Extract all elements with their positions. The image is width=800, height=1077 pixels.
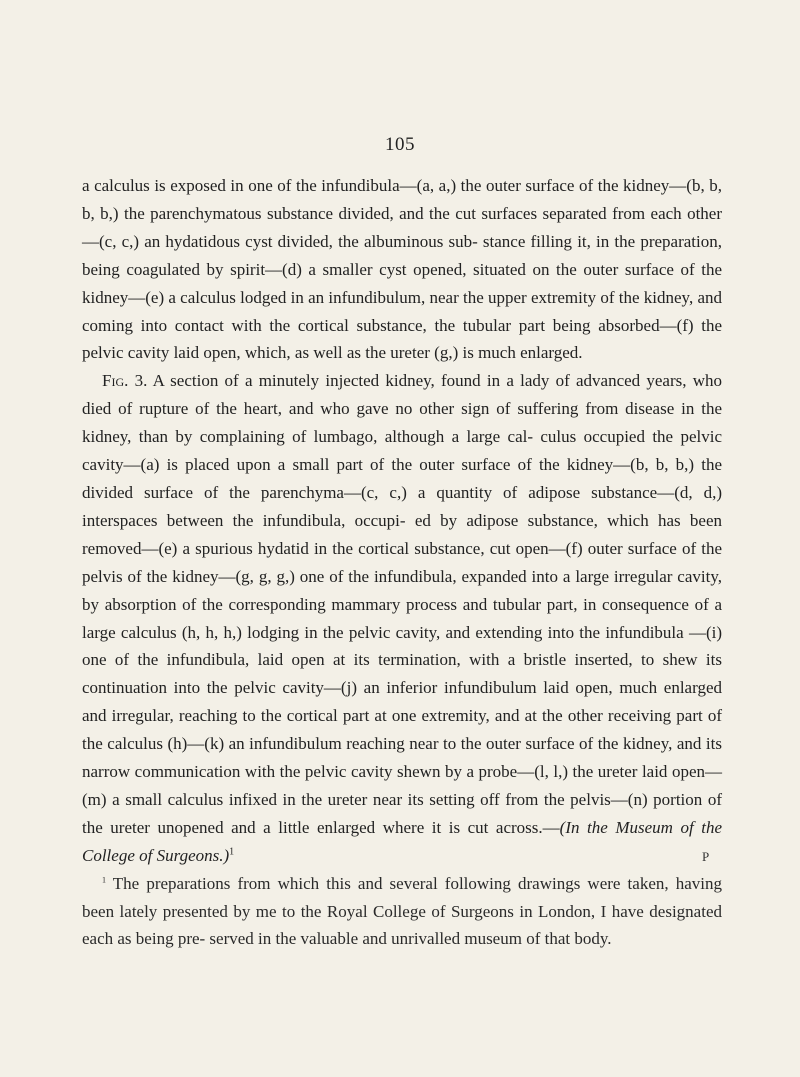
footnote-text: The preparations from which this and several following drawings were taken, having been lately presented by me to the Royal College of Surgeons in London, I have designated each as being pre- served in the valuable and unrivalled museum of that body. [82,873,722,949]
museum-citation: (In the Museum of the College of Surgeons.) [82,817,722,865]
signature-mark: P [702,849,710,864]
fig3-description: A section of a minutely injected kidney, found in a lady of advanced years, who died of rupture of the heart, and who gave no other sign of suffering from disease in the kidney, than by complaining of lumbago, although a large cal- culus occupied the pelvic cavity—(a) is placed upon a small part of the outer surface of the kidney—(b, b, b,) the divided surface of the parenchyma—(c, c,) a quantity of adipose substance—(d, d,) interspaces between the infundibula, occupi- ed by adipose substance, which has been removed—(e) a spurious hydatid in the cortical substance, cut open—(f) outer surface of the pelvis of the kidney—(g, g, g,) one of the infundibula, expanded into a large irregular cavity, by absorption of the corresponding mammary process and tubular part, in consequence of a large calculus (h, h, h,) lodging in the pelvic cavity, and extending into the infundibula —(i) one of the infundibula, laid open at its termination, with a bristle inserted, to shew its continuation into the pelvic cavity—(j) an inferior infundibulum laid open, much enlarged and irregular, reaching to the cortical part at one extremity, and at the other receiving part of the calculus (h)—(k) an infundibulum reaching near to the outer surface of the kidney, and its narrow communication with the pelvic cavity shewn by a probe—(l, l,) the ureter laid open—(m) a small calculus infixed in the ureter near its setting off from the pelvis—(n) portion of the ureter unopened and a little enlarged where it is cut across.— [82,371,722,837]
figure-label: Fig. 3. [102,371,148,391]
page-number: 105 [385,134,415,155]
paragraph-fig3 [82,367,722,869]
footnote-reference: 1 [229,846,235,858]
footnote-marker: 1 [102,875,106,884]
footnote [82,870,722,954]
paragraph-fig2-continuation: a calculus is exposed in one of the infundibula—(a, a,) the outer surface of the kidney—(b, b, b, b,) the parenchymatous substance divided, and the cut surfaces separated from each other—(c, c,) an hydatidous cyst divided, the albuminous sub- stance filling it, in the preparation, being coagulated by spirit—(d) a smaller cyst opened, situated on the outer surface of the kidney—(e) a calculus lodged in an infundibulum, near the upper extremity of the kidney, and coming into contact with the cortical substance, the tubular part being absorbed—(f) the pelvic cavity laid open, which, as well as the ureter (g,) is much enlarged. [82,176,722,363]
body-text [82,172,722,953]
